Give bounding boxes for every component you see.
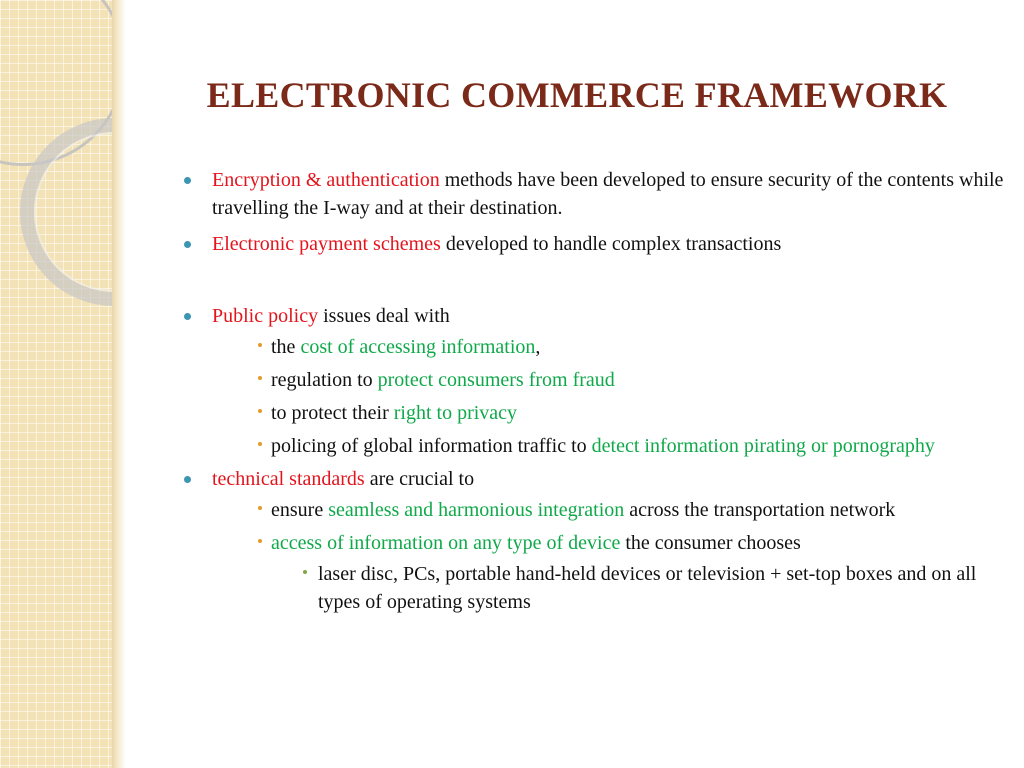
side-panel-edge [112, 0, 126, 768]
sub-bullet-highlight: cost of accessing information [300, 336, 536, 358]
sub-bullet-highlight: detect information pirating or pornography [591, 435, 935, 457]
bullet-highlight: Electronic payment schemes [212, 233, 441, 255]
sub-bullet-text: across the transportation network [624, 499, 896, 521]
sub-bullet-highlight: right to privacy [393, 402, 518, 424]
sub-sub-bullet-item: laser disc, PCs, portable hand-held devices or television + set-top boxes and on all types of operating systems [300, 560, 1004, 616]
slide-title: ELECTRONIC COMMERCE FRAMEWORK [206, 75, 948, 115]
sub-bullet-text: regulation to [271, 369, 378, 391]
bullet-item [184, 166, 1004, 222]
sub-bullet-text: the [271, 336, 301, 358]
bullet-text: issues deal with [318, 305, 450, 327]
sub-bullet-item [240, 399, 1004, 427]
sub-bullet-highlight: protect consumers from fraud [377, 369, 615, 391]
sub-bullet-highlight: seamless and harmonious integration [328, 499, 625, 521]
sub-bullet-list [212, 496, 1004, 616]
bullet-text: methods have been developed to ensure security of the contents while travelling the I-way and at their destination. [212, 169, 1004, 219]
sub-bullet-text: policing of global information traffic to [271, 435, 592, 457]
sub-bullet-item [240, 529, 1004, 616]
sub-bullet-text: , [535, 336, 541, 358]
bullet-item [184, 302, 1004, 460]
bullet-highlight: technical standards [212, 468, 365, 490]
bullet-list [184, 166, 1004, 616]
sub-sub-bullet-list [271, 560, 1004, 616]
sub-bullet-text: to protect their [271, 402, 394, 424]
sub-bullet-text: ensure [271, 499, 329, 521]
bullet-item [184, 230, 1004, 258]
bullet-item [184, 465, 1004, 616]
bullet-highlight: Public policy [212, 305, 319, 327]
slide-content [184, 166, 1004, 621]
sub-bullet-item [240, 432, 1004, 460]
bullet-text: developed to handle complex transactions [440, 233, 782, 255]
sub-bullet-item [240, 366, 1004, 394]
decorative-side-panel [0, 0, 112, 768]
sub-bullet-text: the consumer chooses [620, 532, 801, 554]
bullet-highlight: Encryption & authentication [212, 169, 440, 191]
sub-bullet-item [240, 333, 1004, 361]
bullet-text: are crucial to [364, 468, 475, 490]
sub-bullet-highlight: access of information on any type of device [271, 532, 621, 554]
sub-bullet-list [212, 333, 1004, 460]
sub-bullet-item [240, 496, 1004, 524]
